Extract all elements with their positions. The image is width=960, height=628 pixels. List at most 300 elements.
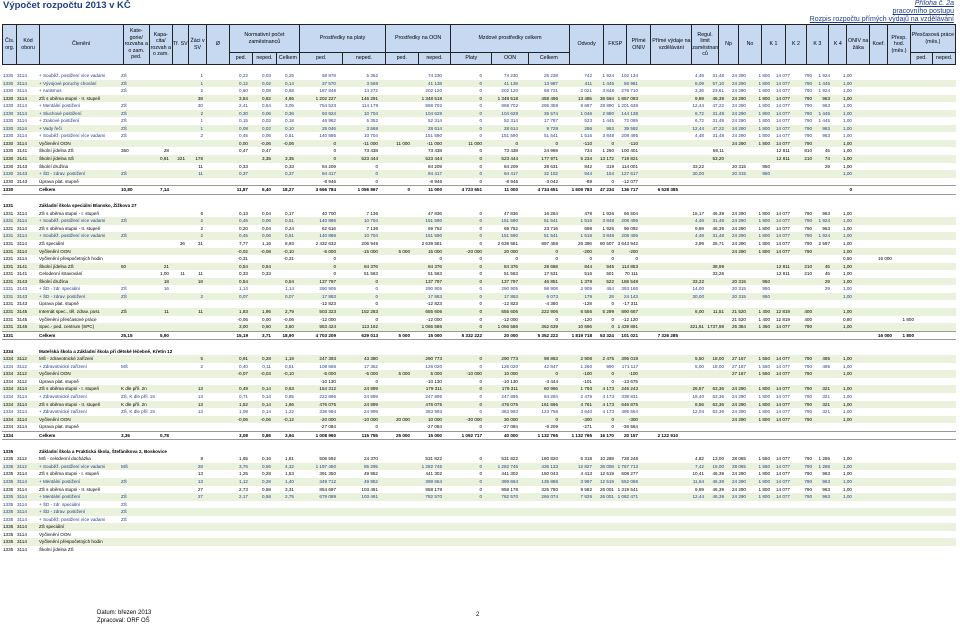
cell-e: 49 952 xyxy=(363,478,378,484)
cell-i: 10 000 xyxy=(503,371,518,377)
table-row xyxy=(2,232,956,240)
cell-a: 1,12 xyxy=(239,478,248,484)
cell-c: 0,17 xyxy=(285,210,294,216)
cell-k: 3112 xyxy=(17,463,27,469)
cell-d: 2 432 632 xyxy=(315,241,336,247)
table-body xyxy=(2,72,956,553)
cell-n: + Sluchové postižení xyxy=(39,110,82,116)
cell-v: 4,48 xyxy=(695,233,704,239)
cell-ab: 495 xyxy=(822,356,830,362)
cell-g: 5 000 xyxy=(430,371,442,377)
cell-z: 2 xyxy=(200,88,203,94)
cell-x: 28 065 xyxy=(731,463,746,469)
cell-z2: 14 077 xyxy=(775,80,790,86)
cell-m: 1 046 xyxy=(580,110,592,116)
header-prescas-neped: neped. xyxy=(933,53,956,65)
cell-d: 338 994 xyxy=(319,409,336,415)
cell-q: 53 324 xyxy=(599,332,614,338)
cell-b: 0,82 xyxy=(262,95,271,101)
cell-g: 1 282 745 xyxy=(421,463,442,469)
cell-z2: 12 811 xyxy=(776,271,790,277)
cell-ac: 1,00 xyxy=(843,263,852,269)
cell-aa: 790 xyxy=(804,401,812,407)
cell-z: 1 xyxy=(200,125,203,131)
cell-k: 3114 xyxy=(17,401,27,407)
cell-d: 137 797 xyxy=(319,278,336,284)
cell-j: 897 458 xyxy=(541,241,558,247)
cell-o: 1334 xyxy=(3,363,14,369)
cell-b: 0,06 xyxy=(262,218,271,224)
cell-n: Školní jídelna ZŠ xyxy=(39,263,74,269)
cell-y: 1 800 xyxy=(758,103,770,109)
cell-i: 51 563 xyxy=(503,271,518,277)
cell-g: 17 863 xyxy=(427,293,442,299)
cell-ac: 1,00 xyxy=(843,125,852,131)
cell-x: 24 290 xyxy=(731,386,746,392)
cell-g: 2 639 581 xyxy=(421,241,442,247)
cell-w: 13,00 xyxy=(712,456,724,462)
cell-k: 3145 xyxy=(17,308,28,314)
cell-c: 4,32 xyxy=(285,463,294,469)
cell-v: 11,64 xyxy=(692,478,704,484)
cell-z2: 14 077 xyxy=(775,110,790,116)
cell-d: -5 000 xyxy=(322,371,336,377)
cell-h: 0 xyxy=(479,118,482,124)
cell-a: 1,14 xyxy=(239,286,248,292)
cell-ac: 1,00 xyxy=(843,293,852,299)
cell-e: 10 704 xyxy=(363,233,378,239)
cell-o: 1334 xyxy=(3,386,14,392)
cell-g: -11 000 xyxy=(426,140,442,146)
cell-b: 0,58 xyxy=(262,494,271,500)
cell-o: 1331 xyxy=(3,225,14,231)
cell-j: 150 043 xyxy=(541,471,558,477)
cell-q: 1 260 xyxy=(602,148,614,154)
cell-w: 11,51 xyxy=(712,308,724,314)
cell-b: 0,06 xyxy=(262,133,271,139)
cell-y: 1 800 xyxy=(758,416,770,422)
cell-b: 0,56 xyxy=(262,463,271,469)
cell-c: 1,66 xyxy=(285,401,294,407)
cell-x: 24 290 xyxy=(731,110,746,116)
cell-e: 43 380 xyxy=(363,356,378,362)
cell-n: + Souběž. postižení více vadami xyxy=(39,133,106,139)
header-oniv: ONIV na žáka xyxy=(847,25,869,65)
attachment-note xyxy=(810,0,954,24)
cell-o: 1330 xyxy=(3,80,14,86)
cell-d: 0 xyxy=(333,140,336,146)
table-row xyxy=(2,401,956,409)
cell-z2: 14 077 xyxy=(775,125,790,131)
cell-g: -12 823 xyxy=(426,301,442,307)
cell-aa: 210 xyxy=(804,263,812,269)
cell-x: 20 315 xyxy=(731,293,746,299)
cell-aa: 790 xyxy=(804,110,812,116)
cell-m: -120 xyxy=(582,316,592,322)
cell-m: -271 xyxy=(582,424,592,430)
cell-k: 3114 xyxy=(17,73,27,78)
cell-q: 26 001 xyxy=(599,486,614,492)
blank-row xyxy=(2,195,956,203)
cell-a: 3,84 xyxy=(239,95,248,101)
cell-k: 3141 xyxy=(17,156,28,162)
cell-g: 1 348 518 xyxy=(421,95,442,101)
cell-y: 1 800 xyxy=(758,218,770,224)
cell-d: 854 697 xyxy=(319,486,336,492)
cell-h: 0 xyxy=(479,293,482,299)
cell-i: 1 066 586 xyxy=(497,324,518,330)
cell-i: 41 138 xyxy=(503,80,518,86)
cell-w: 18,00 xyxy=(712,356,724,362)
cell-aa: 790 xyxy=(804,386,812,392)
cell-g: 84 209 xyxy=(427,163,442,169)
cell-i: 126 020 xyxy=(501,363,518,369)
cell-m: 944 xyxy=(584,171,592,177)
cell-v: 8,09 xyxy=(695,80,704,86)
cell-o: 1330 xyxy=(3,171,14,177)
cell-aa: 210 xyxy=(804,156,812,162)
cell-y: 950 xyxy=(762,278,770,284)
cell-j: 123 758 xyxy=(541,409,558,415)
cell-ab: 321 xyxy=(822,409,830,415)
cell-i: 73 438 xyxy=(503,148,518,154)
cell-b: 0,02 xyxy=(262,125,271,131)
cell-o: 1331 xyxy=(3,256,14,262)
header-tr: Tř. SV xyxy=(172,25,188,65)
cell-z: 30 xyxy=(197,103,203,109)
cell-j: 9 729 xyxy=(546,125,558,131)
cell-n: Školní jídelna SŠ xyxy=(39,156,74,162)
cell-v: 5,00 xyxy=(695,363,704,369)
cell-m: -128 xyxy=(582,301,592,307)
cell-z2: 14 077 xyxy=(775,218,790,224)
table-row xyxy=(2,178,956,186)
cell-ab: 1 924 xyxy=(818,233,830,239)
cell-n: Školní družina xyxy=(39,278,69,284)
cell-k: 3114 xyxy=(17,424,27,430)
cell-e: 24 999 xyxy=(363,393,378,399)
cell-q: 26 001 xyxy=(599,494,614,500)
cell-o: 1331 xyxy=(3,263,14,269)
cell-i: 202 120 xyxy=(501,88,518,94)
cell-k: 3114 xyxy=(17,416,27,422)
cell-a: 1,65 xyxy=(239,456,248,462)
cell-a: 0,33 xyxy=(239,271,248,277)
cell-f: 5 000 xyxy=(398,332,410,338)
cell-o: 1330 xyxy=(3,118,14,124)
cell-n: + Zdravotnické zařízení xyxy=(39,363,87,369)
table-row xyxy=(2,308,956,316)
cell-h: 0 xyxy=(479,456,482,462)
cell-h: 0 xyxy=(479,424,482,430)
cell-aa: 790 xyxy=(804,463,812,469)
cell-d: 0 xyxy=(333,148,336,154)
cell-a: 0,40 xyxy=(239,363,248,369)
cell-y: 1 800 xyxy=(758,88,770,94)
cell-v: 30,00 xyxy=(692,171,704,177)
cell-n: + Mentální postižení xyxy=(39,494,81,500)
cell-c: 8,93 xyxy=(285,241,294,247)
cell-ab: 29 xyxy=(824,163,830,169)
cell-b: 0,64 xyxy=(262,103,271,109)
cell-d: 1 202 227 xyxy=(315,95,336,101)
cell-ac: 1,00 xyxy=(843,463,852,469)
cell-j: 0 xyxy=(555,248,558,254)
cell-v: 33,22 xyxy=(692,278,704,284)
cell-ac: 1,00 xyxy=(843,363,852,369)
cell-d: 290 905 xyxy=(319,286,336,292)
cell-v: 6,00 xyxy=(695,308,704,314)
cell-e: 3 568 xyxy=(366,80,378,86)
cell-z: 2 xyxy=(200,133,203,139)
cell-s: -13 675 xyxy=(622,378,638,384)
cell-m: -101 xyxy=(582,378,592,384)
cell-b: 3,71 xyxy=(262,332,271,338)
attachment-line-2[interactable]: pracovního postupu xyxy=(892,8,954,15)
cell-i: 363 993 xyxy=(501,409,518,415)
cell-z2: 14 077 xyxy=(775,494,790,500)
header-mzd-celkem: Celkem xyxy=(528,53,569,65)
cell-h: 0 xyxy=(479,233,482,239)
cell-j: 32 102 xyxy=(543,171,558,177)
cell-c: 0,85 xyxy=(285,393,294,399)
cell-g: 15 000 xyxy=(427,332,442,338)
cell-g: 868 702 xyxy=(425,103,442,109)
table-row xyxy=(2,255,956,263)
cell-g: 441 302 xyxy=(425,471,442,477)
cell-n: Školní družina xyxy=(39,163,69,169)
cell-v: 8,56 xyxy=(695,401,704,407)
cell-e: 0 xyxy=(375,278,378,284)
cell-a: 2,17 xyxy=(239,494,248,500)
cell-a: -0,31 xyxy=(237,256,248,262)
cell-k: 3114 xyxy=(17,501,27,507)
cell-h: 0 xyxy=(479,278,482,284)
cell-j: -3 042 xyxy=(544,178,558,184)
cell-h: 0 xyxy=(479,316,482,322)
cell-y: 1 800 xyxy=(758,486,770,492)
cell-aa: 790 xyxy=(804,140,812,146)
cell-kap: 0,81 xyxy=(160,156,169,162)
cell-v: 30,00 xyxy=(692,293,704,299)
cell-e: 24 999 xyxy=(363,401,378,407)
cell-z: 5 xyxy=(200,356,203,362)
section-heading-row xyxy=(2,448,956,456)
cell-x: 24 290 xyxy=(731,103,746,109)
cell-ab: 963 xyxy=(822,494,830,500)
cell-w: 31,48 xyxy=(712,118,724,124)
cell-h: 0 xyxy=(479,171,482,177)
cell-y: 1 800 xyxy=(758,140,770,146)
cell-j: 35 574 xyxy=(543,110,558,116)
cell-h: 1 092 717 xyxy=(461,432,482,438)
cell-i: 0 xyxy=(515,140,518,146)
cell-j: 161 866 xyxy=(541,401,558,407)
cell-y: 1 800 xyxy=(758,110,770,116)
cell-a: 0,54 xyxy=(239,278,248,284)
cell-s: -110 xyxy=(629,140,638,146)
cell-aa: 790 xyxy=(804,88,812,94)
cell-o: 1334 xyxy=(3,424,14,430)
cell-o: 1334 xyxy=(3,356,14,362)
document-title: Výpočet rozpočtu 2013 v KČ xyxy=(3,0,131,11)
cell-d: 62 616 xyxy=(321,225,336,231)
cell-d: 108 668 xyxy=(319,363,336,369)
cell-z: 13 xyxy=(197,393,203,399)
cell-i: 84 376 xyxy=(503,263,518,269)
cell-k: 3114 xyxy=(17,386,27,392)
cell-d: 349 712 xyxy=(319,478,336,484)
cell-w: 23,61 xyxy=(712,88,724,94)
cell-u: 6 528 385 xyxy=(657,187,678,193)
cell-k: 3114 xyxy=(17,494,27,500)
cell-o: 1334 xyxy=(3,393,14,399)
cell-ab: 1 445 xyxy=(818,118,830,124)
cell-g: -27 084 xyxy=(426,424,442,430)
cell-k: 3114 xyxy=(17,80,27,86)
cell-h: 0 xyxy=(479,263,482,269)
cell-m: 4 761 xyxy=(580,401,592,407)
cell-j: 28 688 xyxy=(543,263,558,269)
cell-s: 1 439 891 xyxy=(617,324,638,330)
header-k1: K 1 xyxy=(761,25,786,65)
cell-o: 1330 xyxy=(3,110,14,116)
table-row xyxy=(2,408,956,416)
cell-q: 5 299 xyxy=(602,308,614,314)
total-row xyxy=(2,185,956,195)
cell-d: 0 xyxy=(333,263,336,269)
cell-h: 0 xyxy=(479,393,482,399)
attachment-line-3[interactable]: Rozpis rozpočtu přímých výdajů na vzdělávání xyxy=(809,16,954,23)
cell-ab: 1 286 xyxy=(818,456,830,462)
cell-n: Vyčlenění přespočetných hodin xyxy=(39,539,103,545)
cell-s: 102 134 xyxy=(621,73,638,78)
cell-n: ZŠ speciální xyxy=(39,241,65,247)
cell-kat: ZŠ xyxy=(121,103,127,109)
cell-c: 3,31 xyxy=(285,486,294,492)
cell-n: Vyčlenění OON xyxy=(39,140,71,146)
cell-m: -200 xyxy=(582,248,592,254)
cell-x: 24 290 xyxy=(731,233,746,239)
cell-c: 0,25 xyxy=(285,73,294,78)
cell-y: 1 800 xyxy=(758,393,770,399)
cell-q: 0 xyxy=(611,248,614,254)
cell-j: 1 132 765 xyxy=(537,432,558,438)
cell-h: 0 xyxy=(479,356,482,362)
header-platy-neped: neped. xyxy=(343,53,386,65)
cell-f: 20 000 xyxy=(395,416,410,422)
header-mzdove: Mzdové prostředky celkem xyxy=(451,25,569,53)
cell-i: 868 702 xyxy=(501,103,518,109)
cell-v: 5,50 xyxy=(695,356,704,362)
cell-h: 0 xyxy=(479,178,482,184)
cell-z: 178 xyxy=(195,156,203,162)
cell-q: 0 xyxy=(611,256,614,262)
attachment-line-1[interactable]: Příloha č. 2a xyxy=(914,0,954,7)
cell-m: -100 xyxy=(582,371,592,377)
cell-v: 6,72 xyxy=(695,110,704,116)
cell-k: 3143 xyxy=(17,178,28,184)
cell-c: 0,63 xyxy=(285,386,294,392)
cell-s: 1 857 093 xyxy=(617,95,638,101)
cell-n: ZŠ speciální xyxy=(39,524,65,530)
cell-s: 1 767 713 xyxy=(617,463,638,469)
cell-aa: 790 xyxy=(804,371,812,377)
cell-n: ZŠ s oběma stupni - I. stupeň xyxy=(39,386,100,392)
cell-o: 1330 xyxy=(3,73,14,78)
cell-n: Základní škola speciální Blansko, Žižkova 27 xyxy=(39,203,137,209)
cell-q: 501 xyxy=(606,271,614,277)
cell-a: 1,25 xyxy=(239,471,248,477)
cell-d: 140 886 xyxy=(319,218,336,224)
cell-w: 53,20 xyxy=(712,156,724,162)
table-row xyxy=(2,370,956,378)
cell-a: -0,06 xyxy=(237,416,248,422)
cell-kat: ZŠ xyxy=(121,171,127,177)
cell-a: 3,08 xyxy=(239,432,248,438)
cell-d: -27 084 xyxy=(320,424,336,430)
cell-ac: 1,00 xyxy=(843,494,852,500)
cell-m: 516 xyxy=(584,271,592,277)
table-row xyxy=(2,501,956,509)
cell-n: Internát spec., těl. zdrav. post. xyxy=(39,308,101,314)
cell-kat: 50 xyxy=(121,263,127,269)
cell-w: 63,36 xyxy=(712,409,724,415)
cell-j: 25 238 xyxy=(543,73,558,78)
footer xyxy=(97,609,151,625)
cell-w: 46,39 xyxy=(712,494,724,500)
cell-x: 27 167 xyxy=(731,371,746,377)
cell-q: 3 848 xyxy=(602,233,614,239)
cell-e: 113 162 xyxy=(361,324,378,330)
cell-y: 1 800 xyxy=(758,233,770,239)
cell-k: 3141 xyxy=(17,271,28,277)
cell-i: 290 773 xyxy=(501,356,518,362)
cell-aa: 400 xyxy=(804,308,812,314)
cell-o: 1330 xyxy=(3,88,14,94)
cell-h: 0 xyxy=(479,486,482,492)
cell-i: 137 797 xyxy=(501,278,518,284)
cell-e: 103 481 xyxy=(361,486,378,492)
cell-y: 1 800 xyxy=(758,133,770,139)
cell-s: 646 875 xyxy=(621,401,638,407)
header-normativni: Normativní počet zaměstnanců xyxy=(229,25,299,53)
cell-q: 36 008 xyxy=(599,463,614,469)
cell-b: 0,04 xyxy=(262,225,271,231)
cell-z: 31 xyxy=(197,241,203,247)
cell-d: 3 666 784 xyxy=(315,187,336,193)
cell-b: 6,40 xyxy=(262,187,271,193)
cell-g: 655 606 xyxy=(425,308,442,314)
cell-kap: 28 xyxy=(163,148,169,154)
cell-d: 1 197 450 xyxy=(315,463,336,469)
table-row xyxy=(2,378,956,386)
cell-m: 411 xyxy=(584,80,592,86)
cell-d: 476 075 xyxy=(319,401,336,407)
header-oon-neped: neped. xyxy=(418,53,451,65)
cell-ac: 0,50 xyxy=(843,256,852,262)
table-row xyxy=(2,455,956,463)
cell-m: 12 827 xyxy=(577,463,592,469)
cell-m: 5 318 xyxy=(580,456,592,462)
cell-z: 6 xyxy=(200,210,203,216)
cell-q: 154 xyxy=(606,171,614,177)
cell-z2: 14 077 xyxy=(775,118,790,124)
cell-o: 1331 xyxy=(3,248,14,254)
cell-e: 7 136 xyxy=(366,210,378,216)
cell-w: 31,48 xyxy=(712,218,724,224)
cell-ac: 1,00 xyxy=(843,248,852,254)
